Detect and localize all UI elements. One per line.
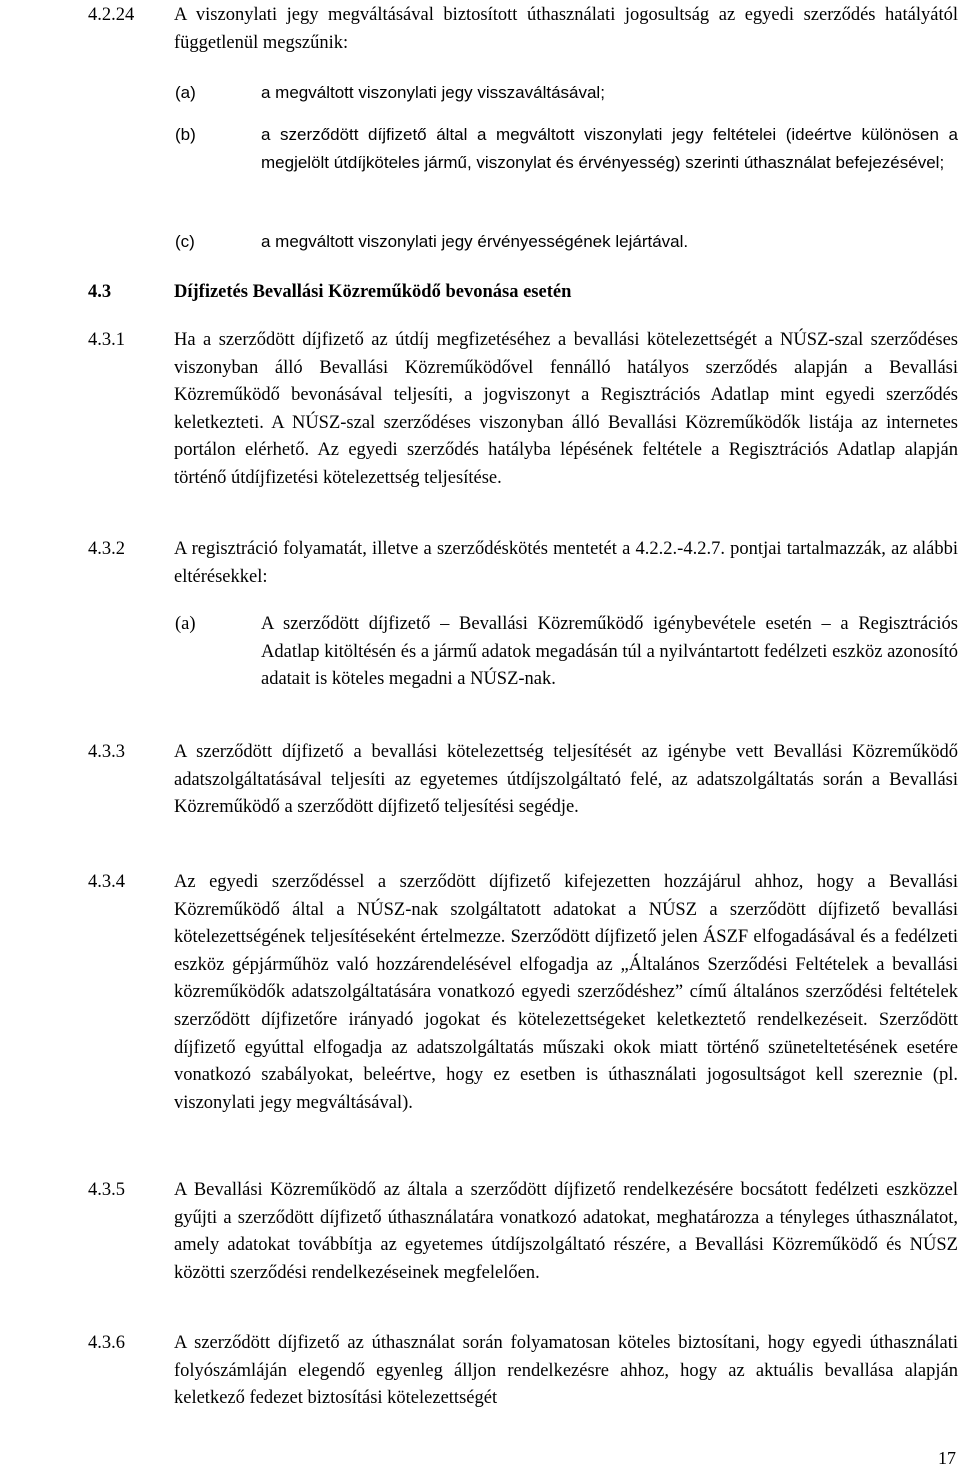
list-item-label: (a) [175,83,196,102]
heading-title: Díjfizetés Bevallási Közreműködő bevonása esetén [174,282,572,302]
section-number: 4.3.5 [88,1180,125,1200]
heading-number: 4.3 [88,282,112,302]
list-item-a [175,611,958,694]
section-text: A szerződött díjfizető az úthasználat során folyamatosan köteles biztosítani, hogy egyedi úthasználati folyószámláján elegendő egyenleg álljon rendelkezésre ahhoz, hogy az aktuális bevallása alapján keletkező fedezet biztosítási kötelezettségét [174,1333,958,1409]
section-number: 4.3.3 [88,742,125,762]
list-item-a [175,79,958,107]
section-4-3-1 [88,327,958,493]
section-4-3-5 [88,1177,958,1287]
section-text: A viszonylati jegy megváltásával biztosított úthasználati jogosultság az egyedi szerződés hatályától függetlenül megszűnik: [174,5,958,53]
list-item-text: a megváltott viszonylati jegy visszaváltásával; [261,83,605,102]
section-4-3-4 [88,869,958,1117]
list-item-label: (b) [175,125,196,144]
section-text: Az egyedi szerződéssel a szerződött díjfizető kifejezetten hozzájárul ahhoz, hogy a Bevallási Közreműködő által a NÚSZ-nak szolgáltatott adatokat a NÚSZ a szerződött díjfizető bevallási kötelezettségének teljesítéseként értelmezze. Szerződött díjfizető jelen ÁSZF elfogadásával és a fedélzeti eszköz gépjárműhöz való hozzárendelésével elfogadja az „Általános Szerződési Feltételek a bevallási közreműködők adatszolgáltatására vonatkozó egyedi szerződéshez” című általános szerződési feltételek szerződött díjfizetőre irányadó jogokat és kötelezettségeket keletkeztető rendelkezéseit. Szerződött díjfizető egyúttal elfogadja az adatszolgáltatás műszaki okok miatt történő szüneteltetésének esetére vonatkozó szabályokat, beleértve, hogy ez esetben is úthasználati jogosultságot kell szereznie (pl. viszonylati jegy megváltásával). [174,872,958,1113]
section-number: 4.3.1 [88,330,125,350]
section-number: 4.3.4 [88,872,125,892]
section-text: A regisztráció folyamatát, illetve a szerződéskötés mentetét a 4.2.2.-4.2.7. pontjai tartalmazzák, az alábbi eltérésekkel: [174,539,958,587]
list-item-text: A szerződött díjfizető – Bevallási Közreműködő igénybevétele esetén – a Regisztrációs Adatlap kitöltésén és a jármű adatok megadásán túl a nyilvántartott fedélzeti eszköz azonosító adatait is köteles megadni a NÚSZ-nak. [261,614,958,690]
section-number: 4.3.2 [88,539,125,559]
list-item-c [175,228,958,256]
section-number: 4.2.24 [88,5,135,25]
page-number: 17 [938,1448,956,1468]
list-item-b [175,121,958,176]
list-item-text: a szerződött díjfizető által a megváltott viszonylati jegy feltételei (ideértve különösen a megjelölt útdíjköteles jármű, viszonylat és érvényesség) szerinti úthasználat befejezésével; [261,125,958,172]
section-4-3-2 [88,536,958,591]
list-item-label: (c) [175,232,195,251]
section-4-2-24 [88,2,958,57]
list-item-text: a megváltott viszonylati jegy érvényességének lejártával. [261,232,689,251]
section-text: Ha a szerződött díjfizető az útdíj megfizetéséhez a bevallási kötelezettségét a NÚSZ-szal szerződéses viszonyban álló Bevallási Közreműködővel fennálló hatályos szerződés alapján a Bevallási Közreműködő bevonásával teljesíti, a jogviszonyt a Regisztrációs Adatlap mint egyedi szerződés keletkezteti. A NÚSZ-szal szerződéses viszonyban álló Bevallási Közreműködők listája az internetes portálon elérhető. Az egyedi szerződés hatályba lépésének feltétele a Regisztrációs Adatlap alapján történő útdíjfizetési kötelezettség teljesítése. [174,330,958,488]
section-number: 4.3.6 [88,1333,125,1353]
section-text: A Bevallási Közreműködő az általa a szerződött díjfizető rendelkezésére bocsátott fedélzeti eszközzel gyűjti a szerződött díjfizető úthasználatára vonatkozó adatokat, meghatározza a tényleges úthasználatot, amely adatokat továbbítja az egyetemes útdíjszolgáltató részére, a Bevallási Közreműködő és NÚSZ közötti szerződési rendelkezéseinek megfelelően. [174,1180,958,1283]
list-item-label: (a) [175,614,196,634]
section-heading-4-3 [88,279,571,307]
section-text: A szerződött díjfizető a bevallási kötelezettség teljesítését az igénybe vett Bevallási Közreműködő adatszolgáltatásával teljesíti az egyetemes útdíjszolgáltató felé, az adatszolgáltatás során a Bevallási Közreműködő a szerződött díjfizető teljesítési segédje. [174,742,958,818]
section-4-3-3 [88,739,958,822]
section-4-3-6 [88,1330,958,1413]
